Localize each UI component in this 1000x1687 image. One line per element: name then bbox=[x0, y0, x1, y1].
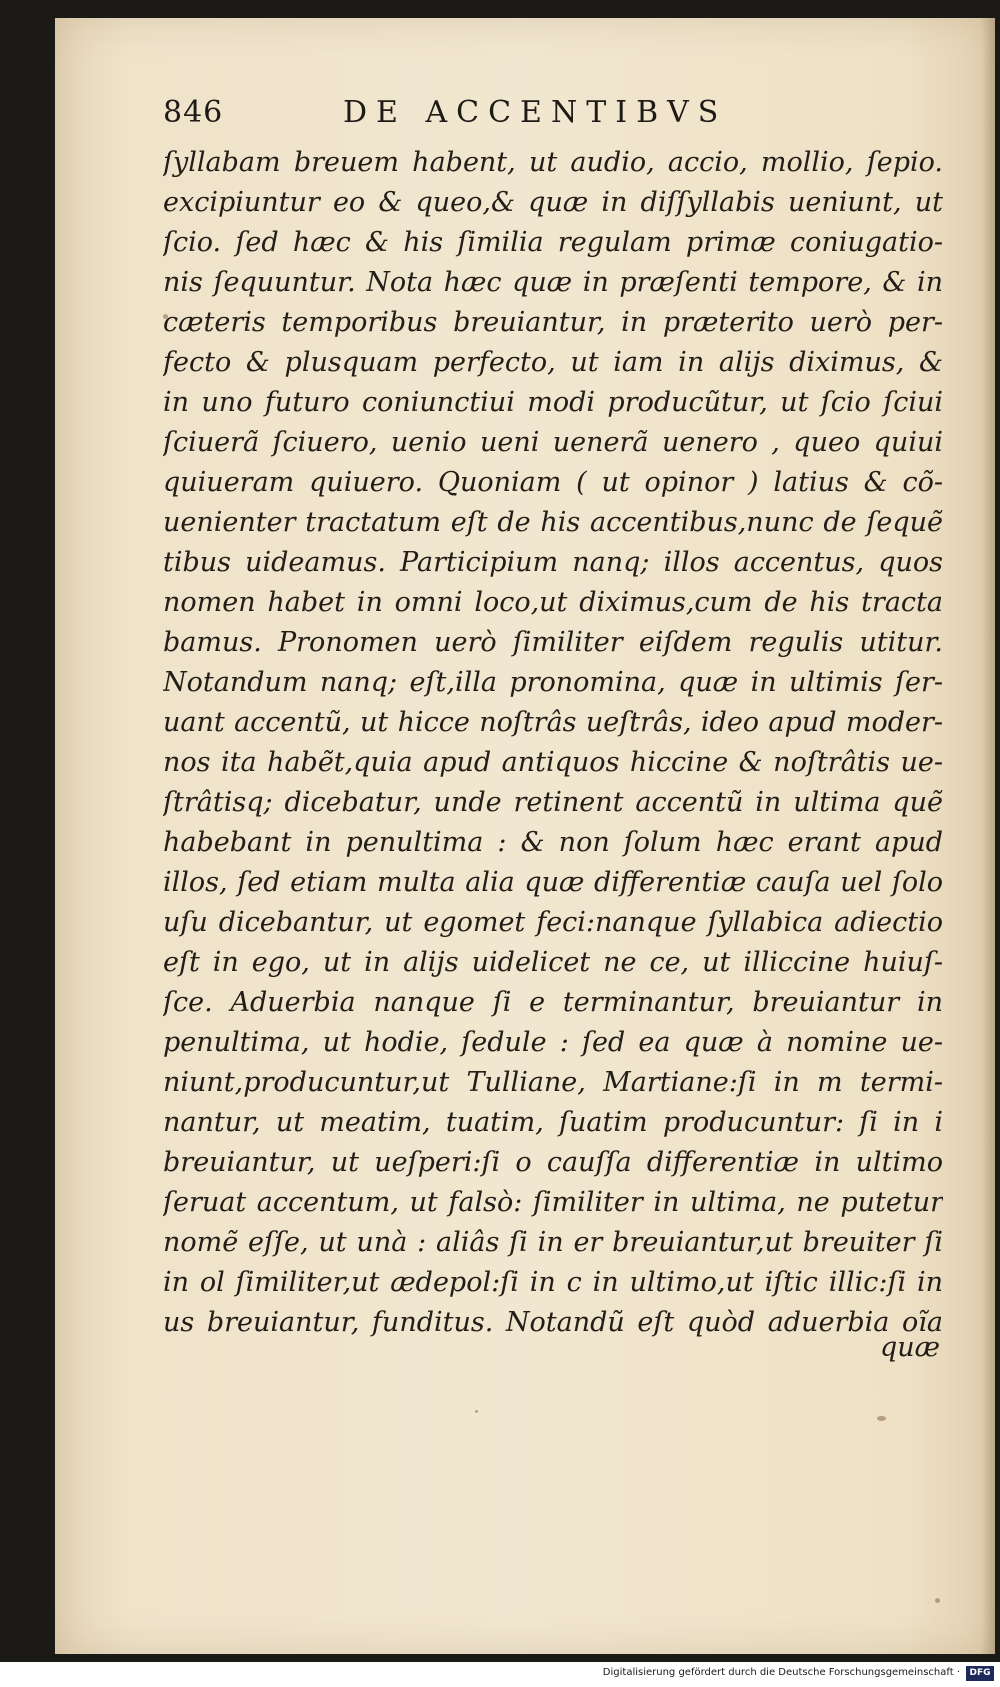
text-line: nos ita habẽt,quia apud antiquos hiccine & noſtrâtis ue- bbox=[163, 747, 943, 778]
ink-spot bbox=[935, 1598, 940, 1603]
text-line: in uno futuro coniunctiui modi producũtur, ut ſcio ſciui bbox=[163, 387, 943, 418]
text-line: nantur, ut meatim, tuatim, ſuatim producuntur: ſi in i bbox=[163, 1107, 943, 1138]
text-line: habebant in penultima : & non ſolum hæc erant apud bbox=[163, 827, 943, 858]
text-line: eſt in ego, ut in alijs uidelicet ne ce, ut illiccine huiuſ- bbox=[163, 947, 943, 978]
text-line: nomẽ eſſe, ut unà : aliâs ſi in er breuiantur,ut breuiter ſi bbox=[163, 1227, 943, 1258]
text-line: ſeruat accentum, ut falsò: ſimiliter in ultima, ne putetur bbox=[163, 1187, 943, 1218]
text-line: bamus. Pronomen uerò ſimiliter eiſdem regulis utitur. bbox=[163, 627, 943, 658]
ink-spot bbox=[877, 1416, 886, 1421]
body-text bbox=[163, 143, 943, 1343]
text-line: ſyllabam breuem habent, ut audio, accio, mollio, ſepio. bbox=[163, 147, 943, 178]
text-line: ſcio. ſed hæc & his ſimilia regulam primæ coniugatio- bbox=[163, 227, 943, 258]
text-line: Notandum nanq; eſt,illa pronomina, quæ in ultimis ſer- bbox=[163, 667, 943, 698]
text-line: nomen habet in omni loco,ut diximus,cum de his tracta bbox=[163, 587, 943, 618]
running-head: DE ACCENTIBVS bbox=[343, 95, 728, 130]
text-line: penultima, ut hodie, ſedule : ſed ea quæ à nomine ue- bbox=[163, 1027, 943, 1058]
text-line: fecto & plusquam perfecto, ut iam in alijs diximus, & bbox=[163, 347, 943, 378]
text-line: us breuiantur, funditus. Notandũ eſt quòd aduerbia oĩa bbox=[163, 1307, 943, 1338]
text-line: cæteris temporibus breuiantur, in præterito uerò per- bbox=[163, 307, 943, 338]
text-line: uenienter tractatum eſt de his accentibus,nunc de ſequẽ bbox=[163, 507, 943, 538]
page-edge-shadow bbox=[981, 18, 995, 1654]
text-line: tibus uideamus. Participium nanq; illos accentus, quos bbox=[163, 547, 943, 578]
text-line: ſce. Aduerbia nanque ſi e terminantur, breuiantur in bbox=[163, 987, 943, 1018]
text-line: nis ſequuntur. Nota hæc quæ in præſenti tempore, & in bbox=[163, 267, 943, 298]
ink-spot bbox=[475, 1410, 478, 1413]
text-line: illos, ſed etiam multa alia quæ differentiæ cauſa uel ſolo bbox=[163, 867, 943, 898]
page-header bbox=[163, 95, 803, 139]
page-number: 846 bbox=[163, 95, 224, 130]
dfg-logo-icon: DFG bbox=[966, 1666, 994, 1681]
text-line: in ol ſimiliter,ut ædepol:ſi in c in ultimo,ut iſtic illic:ſi in bbox=[163, 1267, 943, 1298]
text-line: breuiantur, ut ueſperi:ſi o cauſſa differentiæ in ultimo bbox=[163, 1147, 943, 1178]
text-line: niunt,producuntur,ut Tulliane, Martiane:ſi in m termi- bbox=[163, 1067, 943, 1098]
text-line: ſtrâtisq; dicebatur, unde retinent accentũ in ultima quẽ bbox=[163, 787, 943, 818]
text-line: uſu dicebantur, ut egomet feci:nanque ſyllabica adiectio bbox=[163, 907, 943, 938]
text-line: uant accentũ, ut hicce noſtrâs ueſtrâs, ideo apud moder- bbox=[163, 707, 943, 738]
digitization-footer bbox=[0, 1662, 1000, 1687]
text-line: quiueram quiuero. Quoniam ( ut opinor ) latius & cõ- bbox=[163, 467, 943, 498]
catchword: quæ bbox=[879, 1332, 940, 1363]
funding-credit: Digitalisierung gefördert durch die Deutsche Forschungsgemeinschaft · bbox=[602, 1667, 960, 1678]
text-line: excipiuntur eo & queo,& quæ in diſſyllabis ueniunt, ut bbox=[163, 187, 943, 218]
text-line: ſciuerã ſciuero, uenio ueni uenerã uenero , queo quiui bbox=[163, 427, 943, 458]
